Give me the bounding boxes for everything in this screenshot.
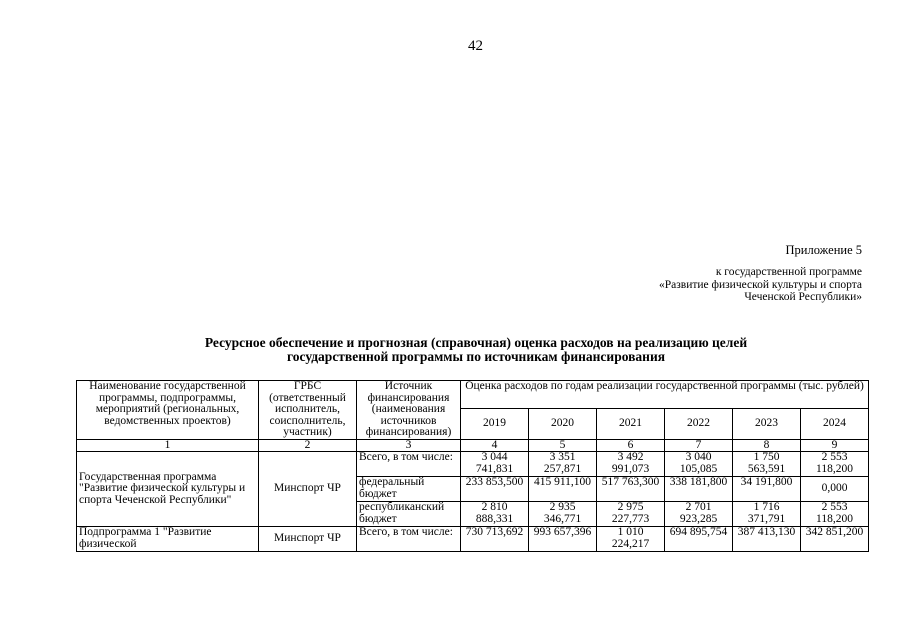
value-cell: 342 851,200 <box>801 527 869 552</box>
column-number: 8 <box>733 439 801 452</box>
value-cell: 3 040 105,085 <box>665 452 733 477</box>
table-row <box>77 452 869 477</box>
column-number: 2 <box>259 439 357 452</box>
header-grbs: ГРБС (ответственный исполнитель, соисполнитель, участник) <box>259 381 357 440</box>
value-cell: 694 895,754 <box>665 527 733 552</box>
source-cell: федеральный бюджет <box>357 477 461 502</box>
column-numbers-row <box>77 439 869 452</box>
header-year: 2019 <box>461 408 529 439</box>
value-cell: 2 935 346,771 <box>529 502 597 527</box>
value-cell: 3 351 257,871 <box>529 452 597 477</box>
header-name: Наименование государственной программы, подпрограммы, мероприятий (региональных, ведомственных проектов) <box>77 381 259 440</box>
appendix-line: Чеченской Республики» <box>744 291 862 303</box>
column-number: 7 <box>665 439 733 452</box>
header-year: 2022 <box>665 408 733 439</box>
appendix-title: Приложение 5 <box>785 243 862 257</box>
program-grbs: Минспорт ЧР <box>259 452 357 527</box>
appendix-subtitle <box>659 266 862 304</box>
header-source: Источник финансирования (наименования источников финансирования) <box>357 381 461 440</box>
title-line: государственной программы по источникам финансирования <box>286 349 666 364</box>
value-cell: 517 763,300 <box>597 477 665 502</box>
value-cell: 1 010 224,217 <box>597 527 665 552</box>
value-cell: 338 181,800 <box>665 477 733 502</box>
column-number: 1 <box>77 439 259 452</box>
value-cell: 2 553 118,200 <box>801 502 869 527</box>
value-cell: 2 810 888,331 <box>461 502 529 527</box>
column-number: 6 <box>597 439 665 452</box>
value-cell: 2 701 923,285 <box>665 502 733 527</box>
header-year: 2023 <box>733 408 801 439</box>
value-cell: 387 413,130 <box>733 527 801 552</box>
title-line: Ресурсное обеспечение и прогнозная (справочная) оценка расходов на реализацию целей <box>204 335 748 350</box>
document-title <box>90 336 862 364</box>
subprogram-name: Подпрограмма 1 "Развитие физической <box>77 527 259 552</box>
source-cell: республиканский бюджет <box>357 502 461 527</box>
source-cell: Всего, в том числе: <box>357 452 461 477</box>
value-cell: 3 044 741,831 <box>461 452 529 477</box>
value-cell: 730 713,692 <box>461 527 529 552</box>
column-number: 3 <box>357 439 461 452</box>
value-cell: 993 657,396 <box>529 527 597 552</box>
financing-table <box>76 380 869 552</box>
page-number: 42 <box>468 38 483 54</box>
value-cell: 2 975 227,773 <box>597 502 665 527</box>
table-row <box>77 527 869 552</box>
appendix-line: к государственной программе <box>715 266 862 278</box>
column-number: 9 <box>801 439 869 452</box>
header-year: 2021 <box>597 408 665 439</box>
header-year: 2020 <box>529 408 597 439</box>
value-cell: 2 553 118,200 <box>801 452 869 477</box>
value-cell: 1 716 371,791 <box>733 502 801 527</box>
value-cell: 34 191,800 <box>733 477 801 502</box>
appendix-line: «Развитие физической культуры и спорта <box>659 278 862 291</box>
value-cell: 3 492 991,073 <box>597 452 665 477</box>
source-cell: Всего, в том числе: <box>357 527 461 552</box>
header-estimate: Оценка расходов по годам реализации государственной программы (тыс. рублей) <box>461 381 869 409</box>
subprogram-grbs: Минспорт ЧР <box>259 527 357 552</box>
header-year: 2024 <box>801 408 869 439</box>
column-number: 4 <box>461 439 529 452</box>
program-name: Государственная программа "Развитие физической культуры и спорта Чеченской Республики" <box>77 452 259 527</box>
value-cell: 0,000 <box>801 477 869 502</box>
value-cell: 415 911,100 <box>529 477 597 502</box>
value-cell: 233 853,500 <box>461 477 529 502</box>
column-number: 5 <box>529 439 597 452</box>
value-cell: 1 750 563,591 <box>733 452 801 477</box>
